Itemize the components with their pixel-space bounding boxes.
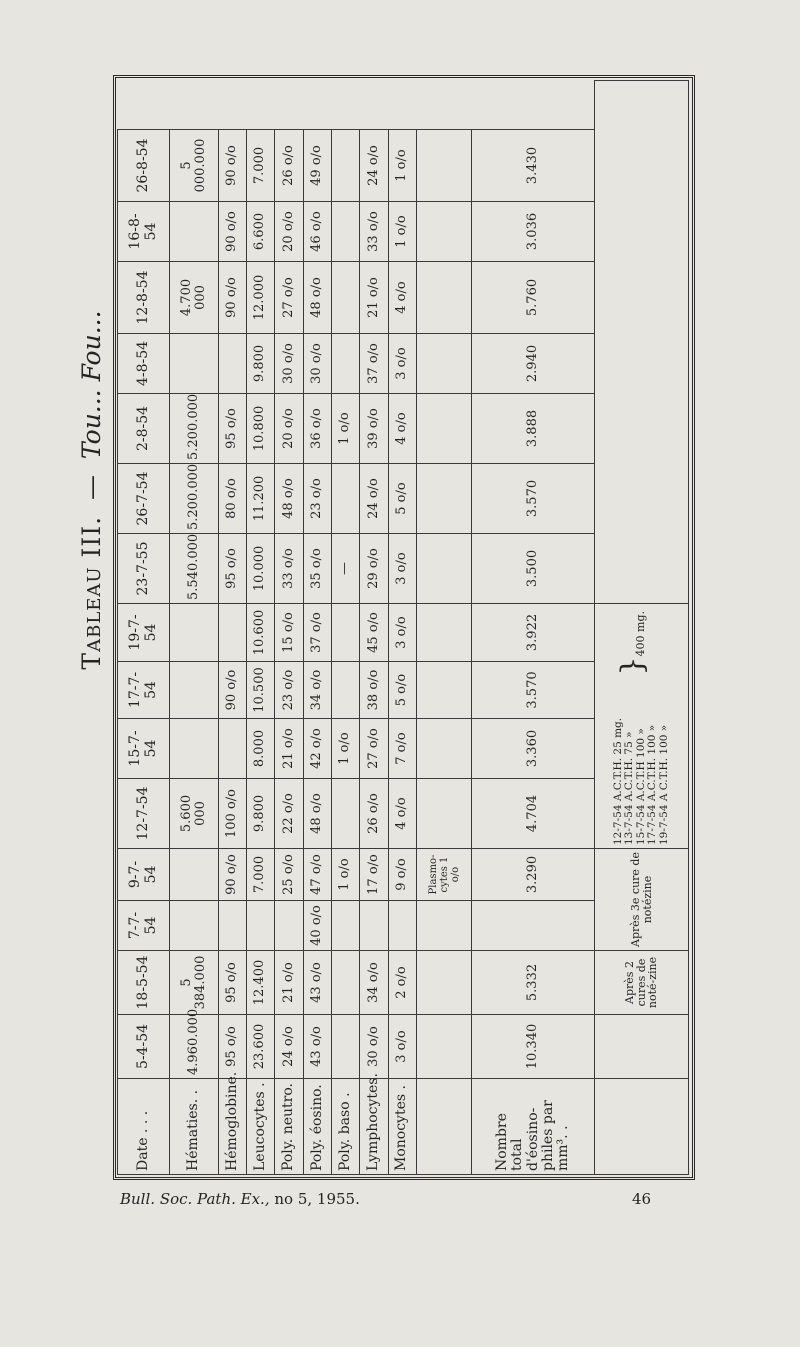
table-cell: 5 o/o [388,662,416,719]
table-cell [416,779,471,849]
table-row [416,81,471,1175]
dose-line: 15-7-54 A.C.T.H 100 » [634,728,647,845]
dose-line: 13-7-54 A.C.T.H. 75 » [623,731,636,845]
table-cell [416,901,471,951]
table-cell: 95 o/o [218,534,246,604]
table-cell: 12.000 [246,262,274,334]
table-cell: 90 o/o [218,262,246,334]
row-label: Hématies. . [170,1079,219,1175]
table-cell: 43 o/o [303,1015,331,1079]
table-cell: 10.800 [246,394,274,464]
table-cell: 20 o/o [275,394,303,464]
table-cell: 3.570 [472,464,595,534]
table-cell: 26 o/o [360,779,388,849]
table-cell [170,662,219,719]
table-cell [416,334,471,394]
table-row [360,81,388,1175]
table-cell [170,604,219,662]
table-cell: 35 o/o [303,534,331,604]
table-cell: 5.332 [472,951,595,1015]
table-cell: 100 o/o [218,779,246,849]
table-cell: 7.000 [246,130,274,202]
table-cell: 5.200.000 [170,394,219,464]
table-cell: 10.500 [246,662,274,719]
table-cell [331,130,359,202]
table-cell: 27 o/o [360,719,388,779]
date-header: 2-8-54 [118,394,170,464]
table-cell: 40 o/o [303,901,331,951]
table-cell: 11.200 [246,464,274,534]
date-header: 15-7-54 [118,719,170,779]
date-header: 5-4-54 [118,1015,170,1079]
table-cell: 3.888 [472,394,595,464]
table-row [331,81,359,1175]
table-cell [331,604,359,662]
table-row [170,81,219,1175]
date-header: 12-7-54 [118,779,170,849]
table-cell: 1 o/o [388,202,416,262]
table-cell: 4 o/o [388,262,416,334]
dose-line: 19-7-54 A C.T.H. 100 » [658,724,670,845]
table-cell: 3.500 [472,534,595,604]
table-cell: 34 o/o [360,951,388,1015]
footer-citation [120,1190,360,1208]
table-cell: 48 o/o [303,779,331,849]
table-cell [331,662,359,719]
table-cell [170,334,219,394]
row-label [416,1079,471,1175]
table-cell [360,901,388,951]
row-label: Lymphocytes. [360,1079,388,1175]
table-subject: Tou... Fou... [77,310,106,460]
table-cell: 4 o/o [388,779,416,849]
table-cell: 90 o/o [218,130,246,202]
notes-cell [595,1015,689,1079]
table-cell [416,262,471,334]
table-cell: 3.290 [472,849,595,901]
table-cell: 23.600 [246,1015,274,1079]
table-cell: 43 o/o [303,951,331,1015]
table-cell: 3 o/o [388,334,416,394]
table-cell: 37 o/o [303,604,331,662]
dose-total: 400 mg. [633,611,647,657]
table-cell: 3.570 [472,662,595,719]
table-cell: 36 o/o [303,394,331,464]
row-label: Leucocytes . [246,1079,274,1175]
table-cell [416,719,471,779]
table-row [246,81,274,1175]
table-cell: 30 o/o [275,334,303,394]
table-cell: 45 o/o [360,604,388,662]
date-header: 18-5-54 [118,951,170,1015]
table-cell: 21 o/o [275,951,303,1015]
note-after-third-cure: Après 3e cure de notézine [595,849,689,951]
table-cell [416,951,471,1015]
table-cell: 24 o/o [360,464,388,534]
date-header: 4-8-54 [118,334,170,394]
table-cell [218,604,246,662]
table-cell: 9.800 [246,779,274,849]
table-cell [331,262,359,334]
table-cell: 3.360 [472,719,595,779]
table-row [275,81,303,1175]
table-cell: 30 o/o [360,1015,388,1079]
notes-row [595,81,689,1175]
table-cell: 46 o/o [303,202,331,262]
table-cell: 2.940 [472,334,595,394]
table-rotated [117,80,689,1175]
notes-label [595,1079,689,1175]
row-label: Monocytes . [388,1079,416,1175]
table-cell: 26 o/o [275,130,303,202]
table-cell [218,901,246,951]
table-cell: 5 000.000 [170,130,219,202]
table-cell: 4.700 000 [170,262,219,334]
table-cell: 5.200.000 [170,464,219,534]
table-cell: 90 o/o [218,662,246,719]
table-cell: 20 o/o [275,202,303,262]
row-label: Poly. neutro. [275,1079,303,1175]
table-cell [275,901,303,951]
table-cell: 39 o/o [360,394,388,464]
table-title: Tableau III. — Tou... Fou... [77,310,106,670]
notes-cell [595,81,689,604]
table-cell: 22 o/o [275,779,303,849]
table-cell: 17 o/o [360,849,388,901]
date-header: 16-8-54 [118,202,170,262]
journal-name: Bull. Soc. Path. Ex., [120,1190,270,1208]
date-header: 26-7-54 [118,464,170,534]
table-cell [170,849,219,901]
table-cell [331,202,359,262]
table-cell: 37 o/o [360,334,388,394]
table-cell: 80 o/o [218,464,246,534]
table-cell: 90 o/o [218,849,246,901]
dose-line: 17-7-54 A.C.T.H. 100 » [646,724,659,845]
table-cell [416,662,471,719]
table-cell [388,901,416,951]
table-cell: 1 o/o [331,394,359,464]
row-label: Poly. baso . [331,1079,359,1175]
table-cell: 8.000 [246,719,274,779]
table-cell: 3 o/o [388,534,416,604]
table-cell: 49 o/o [303,130,331,202]
table-cell: 3.430 [472,130,595,202]
table-cell: 95 o/o [218,1015,246,1079]
table-cell: 48 o/o [303,262,331,334]
brace-symbol: } [614,656,650,676]
table-cell: 4.960.000 [170,1015,219,1079]
journal-issue: no 5, 1955. [274,1190,360,1208]
table-cell [170,901,219,951]
table-cell: 47 o/o [303,849,331,901]
table-caption: Tableau III. [77,515,106,670]
table-cell [416,604,471,662]
table-cell: 5.600 000 [170,779,219,849]
table-cell: 12.400 [246,951,274,1015]
table-cell: 3 o/o [388,1015,416,1079]
table-cell: 9 o/o [388,849,416,901]
table-cell: 1 o/o [388,130,416,202]
date-header: 19-7-54 [118,604,170,662]
dose-line: 12-7-54 A.C.T.H. 25 mg. [611,717,624,845]
table-cell: 5 o/o [388,464,416,534]
table-row [388,81,416,1175]
table-cell [331,901,359,951]
row-label: Nombre total d'éosino-philes par mm³. . [472,1079,595,1175]
table-cell: 15 o/o [275,604,303,662]
table-cell [170,719,219,779]
table-cell: 5.760 [472,262,595,334]
table-row [303,81,331,1175]
table-cell [331,951,359,1015]
acth-dose-schedule [595,604,689,849]
table-cell: 27 o/o [275,262,303,334]
table-cell [416,130,471,202]
table-cell [416,464,471,534]
table-cell: 21 o/o [360,262,388,334]
table-cell: 10.600 [246,604,274,662]
table-cell [331,464,359,534]
table-cell: 24 o/o [275,1015,303,1079]
table-cell: 23 o/o [303,464,331,534]
table-cell: 30 o/o [303,334,331,394]
table-cell [218,334,246,394]
table-cell: 4 o/o [388,394,416,464]
table-cell: 3.922 [472,604,595,662]
table-cell: 95 o/o [218,394,246,464]
table-cell [218,719,246,779]
table-cell [416,202,471,262]
table-cell [331,779,359,849]
table-cell [416,534,471,604]
table-cell: 7 o/o [388,719,416,779]
table-cell [331,334,359,394]
table-cell: 33 o/o [275,534,303,604]
table-cell: 38 o/o [360,662,388,719]
table-cell: 23 o/o [275,662,303,719]
table-row [472,81,595,1175]
page-number: 46 [632,1190,652,1208]
table-cell: 6.600 [246,202,274,262]
table-cell: 2 o/o [388,951,416,1015]
table-cell: 21 o/o [275,719,303,779]
table-row [218,81,246,1175]
row-label: Poly. éosino. [303,1079,331,1175]
table-cell: 90 o/o [218,202,246,262]
table-cell: 25 o/o [275,849,303,901]
table-cell [170,202,219,262]
table-cell: Plasmo-cytes 1 o/o [416,849,471,901]
date-header: 23-7-55 [118,534,170,604]
table-cell: 33 o/o [360,202,388,262]
table-cell: 24 o/o [360,130,388,202]
blood-count-table [117,80,689,1175]
table-cell: 3 o/o [388,604,416,662]
table-cell: 42 o/o [303,719,331,779]
date-header: 9-7-54 [118,849,170,901]
table-cell: 9.800 [246,334,274,394]
table-cell [416,1015,471,1079]
table-cell [472,901,595,951]
table-cell: 1 o/o [331,719,359,779]
table-cell: 95 o/o [218,951,246,1015]
table-cell: 48 o/o [275,464,303,534]
row-label: Hémoglobine. [218,1079,246,1175]
table-cell: 29 o/o [360,534,388,604]
table-cell: 10.340 [472,1015,595,1079]
note-after-two-cures: Après 2 cures de noté-zine [595,951,689,1015]
table-cell: 34 o/o [303,662,331,719]
table-cell [246,901,274,951]
row-label: Date . . . [118,1079,170,1175]
date-header: 26-8-54 [118,130,170,202]
date-header: 12-8-54 [118,262,170,334]
table-cell: 3.036 [472,202,595,262]
table-cell: 1 o/o [331,849,359,901]
table-row [118,81,170,1175]
table-cell: — [331,534,359,604]
table-cell: 5 384.000 [170,951,219,1015]
table-cell [331,1015,359,1079]
date-header: 17-7-54 [118,662,170,719]
table-cell: 7.000 [246,849,274,901]
table-cell: 5.540.000 [170,534,219,604]
table-cell: 4.704 [472,779,595,849]
date-header: 7-7-54 [118,901,170,951]
table-cell: 10.000 [246,534,274,604]
table-cell [416,394,471,464]
